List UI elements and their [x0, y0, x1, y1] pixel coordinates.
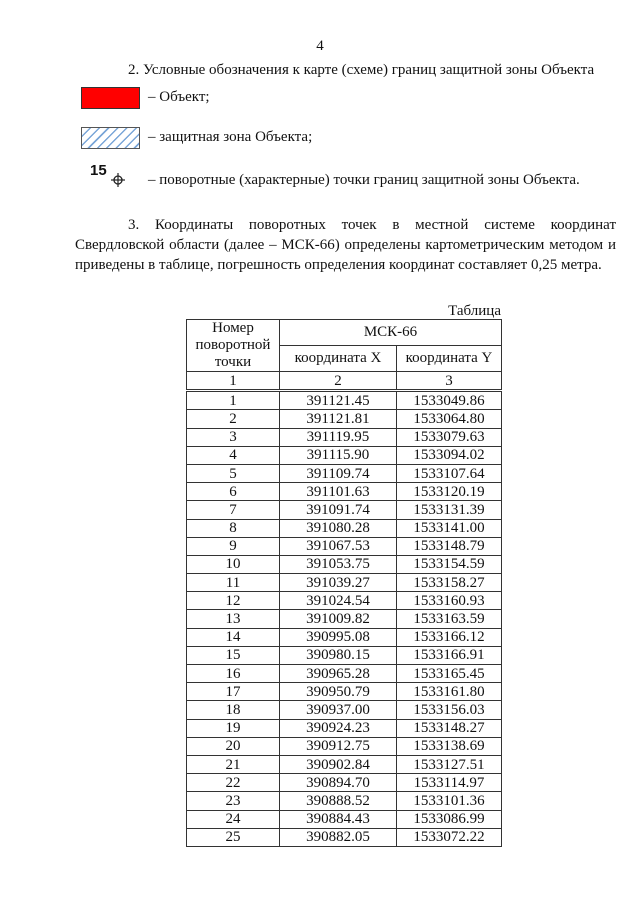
- coord-x-cell: 390950.79: [280, 683, 397, 701]
- coord-x-cell: 391024.54: [280, 592, 397, 610]
- point-number-cell: 4: [187, 446, 280, 464]
- table-row: [187, 391, 502, 410]
- legend-object-label: – Объект;: [148, 89, 210, 105]
- column-index-row: [187, 372, 502, 391]
- coord-y-cell: 1533160.93: [397, 592, 502, 610]
- coord-x-cell: 391080.28: [280, 519, 397, 537]
- point-number-cell: 1: [187, 391, 280, 410]
- coord-y-cell: 1533114.97: [397, 774, 502, 792]
- header-coord-x: координата X: [280, 346, 397, 372]
- table-row: [187, 646, 502, 664]
- coord-x-cell: 390995.08: [280, 628, 397, 646]
- coord-y-cell: 1533148.79: [397, 537, 502, 555]
- table-row: [187, 574, 502, 592]
- coord-x-cell: 391119.95: [280, 428, 397, 446]
- table-row: [187, 737, 502, 755]
- coord-y-cell: 1533120.19: [397, 483, 502, 501]
- point-number-cell: 12: [187, 592, 280, 610]
- index-cell: 2: [280, 372, 397, 391]
- table-row: [187, 665, 502, 683]
- point-number-cell: 6: [187, 483, 280, 501]
- table-row: [187, 555, 502, 573]
- coord-y-cell: 1533079.63: [397, 428, 502, 446]
- coord-y-cell: 1533141.00: [397, 519, 502, 537]
- table-row: [187, 701, 502, 719]
- coord-x-cell: 391009.82: [280, 610, 397, 628]
- coord-y-cell: 1533131.39: [397, 501, 502, 519]
- point-number-cell: 17: [187, 683, 280, 701]
- coord-y-cell: 1533166.12: [397, 628, 502, 646]
- legend-object-swatch: [81, 87, 140, 109]
- table-row: [187, 501, 502, 519]
- table-row: [187, 537, 502, 555]
- table-row: [187, 610, 502, 628]
- coord-y-cell: 1533166.91: [397, 646, 502, 664]
- coord-y-cell: 1533127.51: [397, 755, 502, 773]
- crosshair-point-icon: [110, 172, 126, 188]
- table-row: [187, 446, 502, 464]
- legend-point-label: – поворотные (характерные) точки границ защитной зоны Объекта.: [148, 172, 580, 188]
- point-number-cell: 16: [187, 665, 280, 683]
- table-row: [187, 410, 502, 428]
- coord-y-cell: 1533049.86: [397, 391, 502, 410]
- coordinates-paragraph: 3. Координаты поворотных точек в местной системе координат Свердловской области (далее – МСК-66) определены картометрическим методом и приведены в таблице, погрешность определения координат составляет 0,25 метра.: [75, 217, 616, 273]
- index-cell: 1: [187, 372, 280, 391]
- coord-x-cell: 391091.74: [280, 501, 397, 519]
- coord-y-cell: 1533156.03: [397, 701, 502, 719]
- coord-y-cell: 1533072.22: [397, 828, 502, 846]
- coord-x-cell: 391121.45: [280, 391, 397, 410]
- page-number: 4: [316, 38, 324, 54]
- table-row: [187, 810, 502, 828]
- coord-y-cell: 1533161.80: [397, 683, 502, 701]
- point-number-cell: 23: [187, 792, 280, 810]
- legend-section-title: 2. Условные обозначения к карте (схеме) границ защитной зоны Объекта: [128, 62, 595, 78]
- coord-x-cell: 391109.74: [280, 464, 397, 482]
- table-row: [187, 519, 502, 537]
- coord-x-cell: 390884.43: [280, 810, 397, 828]
- point-number-cell: 5: [187, 464, 280, 482]
- table-row: [187, 683, 502, 701]
- point-number-cell: 15: [187, 646, 280, 664]
- point-number-cell: 21: [187, 755, 280, 773]
- header-point-number: Номер поворотной точки: [187, 320, 280, 372]
- point-number-cell: 19: [187, 719, 280, 737]
- table-row: [187, 828, 502, 846]
- table-row: [187, 464, 502, 482]
- legend-point-number: 15: [90, 162, 107, 179]
- point-number-cell: 18: [187, 701, 280, 719]
- table-row: [187, 755, 502, 773]
- point-number-cell: 11: [187, 574, 280, 592]
- coordinates-table: [186, 319, 502, 847]
- table-row: [187, 428, 502, 446]
- table-row: [187, 792, 502, 810]
- coord-x-cell: 390912.75: [280, 737, 397, 755]
- coord-x-cell: 390937.00: [280, 701, 397, 719]
- point-number-cell: 9: [187, 537, 280, 555]
- legend-zone-swatch: [81, 127, 140, 149]
- coord-x-cell: 391039.27: [280, 574, 397, 592]
- point-number-cell: 7: [187, 501, 280, 519]
- coord-y-cell: 1533101.36: [397, 792, 502, 810]
- coord-y-cell: 1533148.27: [397, 719, 502, 737]
- coord-x-cell: 391101.63: [280, 483, 397, 501]
- coord-x-cell: 390924.23: [280, 719, 397, 737]
- point-number-cell: 3: [187, 428, 280, 446]
- coord-y-cell: 1533158.27: [397, 574, 502, 592]
- table-row: [187, 592, 502, 610]
- coord-x-cell: 390902.84: [280, 755, 397, 773]
- coord-x-cell: 390888.52: [280, 792, 397, 810]
- point-number-cell: 8: [187, 519, 280, 537]
- coord-x-cell: 390882.05: [280, 828, 397, 846]
- header-coordinate-system: МСК-66: [280, 320, 502, 346]
- coord-y-cell: 1533086.99: [397, 810, 502, 828]
- coord-y-cell: 1533107.64: [397, 464, 502, 482]
- point-number-cell: 13: [187, 610, 280, 628]
- coord-y-cell: 1533165.45: [397, 665, 502, 683]
- coord-x-cell: 390980.15: [280, 646, 397, 664]
- table-row: [187, 628, 502, 646]
- coord-x-cell: 391121.81: [280, 410, 397, 428]
- header-coord-y: координата Y: [397, 346, 502, 372]
- coord-y-cell: 1533138.69: [397, 737, 502, 755]
- point-number-cell: 22: [187, 774, 280, 792]
- coord-y-cell: 1533154.59: [397, 555, 502, 573]
- table-row: [187, 774, 502, 792]
- coord-x-cell: 390965.28: [280, 665, 397, 683]
- coord-x-cell: 391067.53: [280, 537, 397, 555]
- point-number-cell: 24: [187, 810, 280, 828]
- point-number-cell: 25: [187, 828, 280, 846]
- point-number-cell: 20: [187, 737, 280, 755]
- coord-y-cell: 1533064.80: [397, 410, 502, 428]
- coord-x-cell: 391053.75: [280, 555, 397, 573]
- table-row: [187, 719, 502, 737]
- table-label: Таблица: [448, 303, 501, 319]
- coord-y-cell: 1533094.02: [397, 446, 502, 464]
- point-number-cell: 10: [187, 555, 280, 573]
- point-number-cell: 2: [187, 410, 280, 428]
- index-cell: 3: [397, 372, 502, 391]
- legend-zone-label: – защитная зона Объекта;: [148, 129, 313, 145]
- coord-x-cell: 391115.90: [280, 446, 397, 464]
- point-number-cell: 14: [187, 628, 280, 646]
- coord-y-cell: 1533163.59: [397, 610, 502, 628]
- table-row: [187, 483, 502, 501]
- coord-x-cell: 390894.70: [280, 774, 397, 792]
